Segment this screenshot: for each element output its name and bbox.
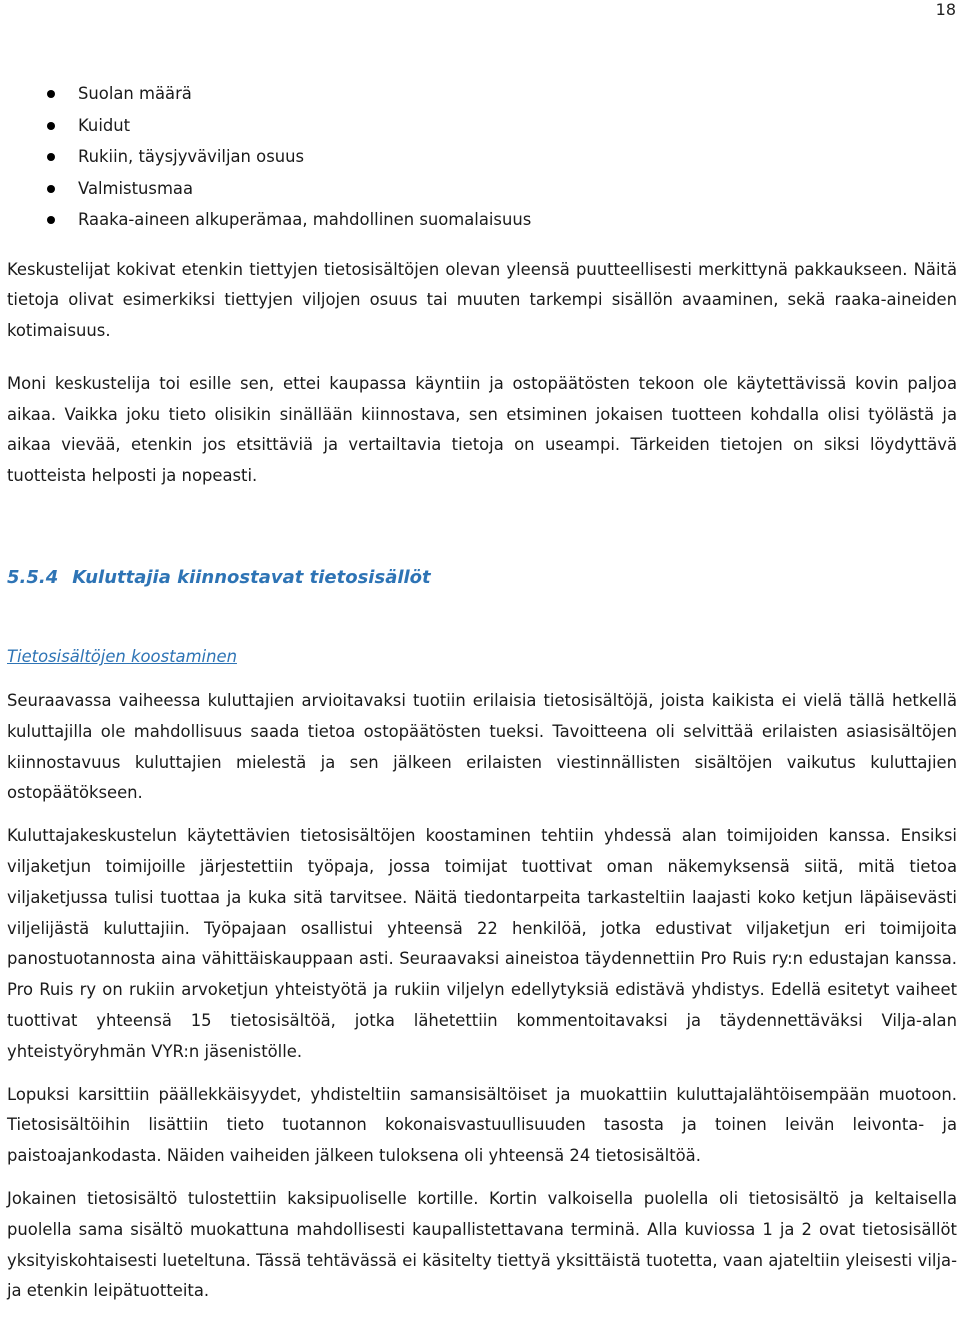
bullet-icon: [47, 185, 55, 193]
bullet-icon: [47, 216, 55, 224]
document-body: [7, 78, 957, 1307]
page-number: 18: [935, 0, 956, 19]
paragraph-time: Moni keskustelija toi esille sen, ettei kaupassa käyntiin ja ostopäätösten tekoon ole käytettävissä kovin paljoa aikaa. Vaikka joku tieto olisikin sinällään kiinnostava, sen etsiminen jokaisen tuotteen kohdalla olisi työlästä ja aikaa vievää, etenkin jos etsittäviä ja vertailtavia tietoja on useampi. Tärkeiden tietojen on siksi löydyttävä tuotteista helposti ja nopeasti.: [7, 373, 957, 486]
subsection-heading: Tietosisältöjen koostaminen: [7, 647, 237, 667]
list-item: [7, 110, 957, 142]
paragraph-pruning: Lopuksi karsittiin päällekkäisyydet, yhdisteltiin samansisältöiset ja muokattiin kuluttajalähtöisempään muotoon. Tietosisältöihin lisättiin tieto tuotannon kokonaisvastuullisuuden tasosta ja toinen leivän leivonta- ja paistoajankodasta. Näiden vaiheiden jälkeen tuloksena oli yhteensä 24 tietosisältöä.: [7, 1084, 957, 1166]
list-item: [7, 78, 957, 110]
section-heading: [7, 566, 957, 590]
list-item: [7, 141, 957, 173]
bullet-icon: [47, 153, 55, 161]
section-title: Kuluttajia kiinnostavat tietosisällöt: [72, 567, 431, 589]
list-item: [7, 204, 957, 236]
list-item-text: Rukiin, täysjyväviljan osuus: [78, 147, 305, 166]
list-item-text: Suolan määrä: [78, 84, 192, 103]
bullet-list: [7, 78, 957, 236]
list-item: [7, 173, 957, 205]
paragraph-labeling: Keskustelijat kokivat etenkin tiettyjen tietosisältöjen olevan yleensä puutteellisesti merkittynä pakkaukseen. Näitä tietoja olivat esimerkiksi tiettyjen viljojen osuus tai muuten tarkempi sisällön avaaminen, sekä raaka-aineiden kotimaisuus.: [7, 259, 957, 341]
list-item-text: Kuidut: [78, 115, 131, 135]
bullet-icon: [47, 90, 55, 98]
paragraph-compilation: Kuluttajakeskustelun käytettävien tietosisältöjen koostaminen tehtiin yhdessä alan toimijoiden kanssa. Ensiksi viljaketjun toimijoille järjestettiin työpaja, jossa toimijat tuottivat oman näkemyksensä siitä, mitä tietoa viljaketjussa tulisi tuottaa ja kuka sitä tarvitsee. Näitä tiedontarpeita tarkasteltiin laajasti koko ketjun läpäisevästi viljelijästä kuluttajiin. Työpajaan osallistui yhteensä 22 henkilöä, jotka edustivat viljaketjun eri toimijoita panostuotannosta aina vähittäiskauppaan asti. Seuraavaksi aineistoa täydennettiin Pro Ruis ry:n edustajan kanssa. Pro Ruis ry on rukiin arvoketjun yhteistyötä ja rukiin viljelyn edellytyksiä edistävä yhdistys. Edellä esitetyt vaiheet tuottivat yhteensä 15 tietosisältöä, jotka lähetettiin kommentoitavaksi ja täydennettäväksi Vilja-alan yhteistyöryhmän VYR:n jäsenistölle.: [7, 826, 957, 1061]
paragraph-cards: Jokainen tietosisältö tulostettiin kaksipuoliselle kortille. Kortin valkoisella puolella oli tietosisältö ja keltaisella puolella sama sisältö muokattuna mahdollisesti kaupallistettavana terminä. Alla kuviossa 1 ja 2 ovat tietosisällöt yksityiskohtaisesti lueteltuna. Tässä tehtävässä ei käsitelty tiettyä yksittäistä tuotetta, vaan ajateltiin yleisesti vilja- ja etenkin leipätuotteita.: [7, 1189, 957, 1301]
list-item-text: Raaka-aineen alkuperämaa, mahdollinen suomalaisuus: [78, 210, 532, 229]
list-item-text: Valmistusmaa: [78, 178, 194, 198]
section-number: 5.5.4: [7, 567, 59, 589]
bullet-icon: [47, 122, 55, 130]
paragraph-next-phase: Seuraavassa vaiheessa kuluttajien arvioitavaksi tuotiin erilaisia tietosisältöjä, joista kaikista ei vielä tällä hetkellä kuluttajilla ole mahdollisuus saada tietoa ostopäätösten tueksi. Tavoitteena oli selvittää erilaisten asiasisältöjen kiinnostavuus kuluttajien mielestä ja sen jälkeen erilaisten viestinnällisten sisältöjen vaikutus kuluttajien ostopäätökseen.: [7, 691, 957, 803]
